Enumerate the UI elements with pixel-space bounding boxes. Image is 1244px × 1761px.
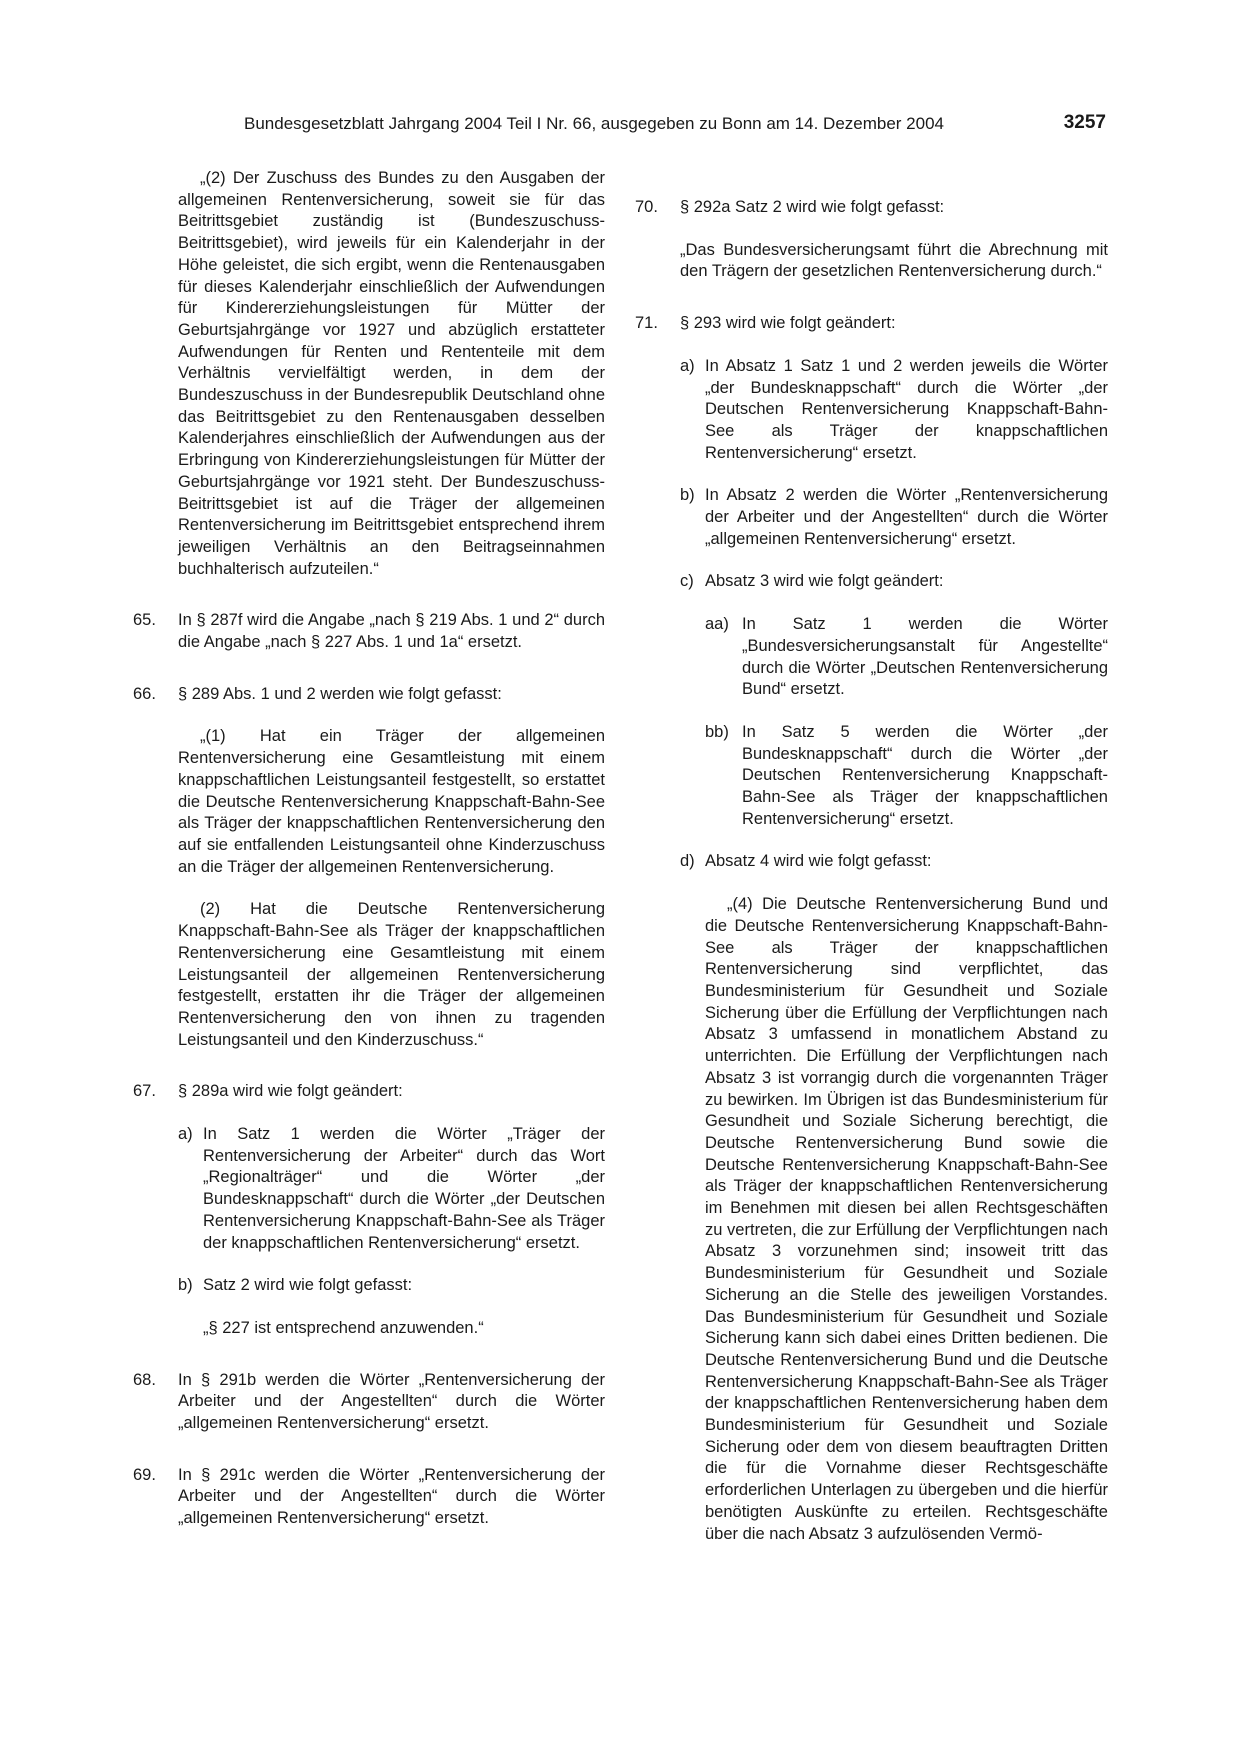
item-68: [133, 1370, 605, 1435]
item-quote: „Das Bundesversicherungsamt führt die Abrechnung mit den Trägern der gesetzlichen Rentenversicherung durch.“: [680, 240, 1108, 281]
subsubitem-label: bb): [705, 722, 729, 741]
subitem-a: [178, 1124, 605, 1254]
item-70: [635, 197, 1108, 283]
subitem-a: [680, 356, 1108, 465]
item-number: 66.: [133, 684, 156, 703]
subitem-label: a): [680, 356, 695, 375]
subitem-label: a): [178, 1125, 193, 1144]
subsubitem-aa: [705, 614, 1108, 701]
subitem-label: c): [680, 572, 694, 591]
left-column: [133, 168, 605, 1530]
item-text: In § 291b werden die Wörter „Rentenversicherung der Arbeiter und der Angestellten“ durch die Wörter „allgemeinen Rentenversicherung“ ersetzt.: [178, 1370, 605, 1433]
subitem-quote: „(4) Die Deutsche Rentenversicherung Bund und die Deutsche Rentenversicherung Knappschaft-Bahn-See als Träger der knappschaftlichen Rentenversicherung sind verpflichtet, das Bundesministerium für Gesundheit und Soziale Sicherung über die Erfüllung der Verpflichtungen nach Absatz 3 umfassend in monatlichem Abstand zu unterrichten. Die Erfüllung der Verpflichtungen nach Absatz 3 ist vorrangig durch die vorgenannten Träger zu bewirken. Im Übrigen ist das Bundesministerium für Gesundheit und Soziale Sicherung berechtigt, die Deutsche Rentenversicherung Bund sowie die Deutsche Rentenversicherung Knappschaft-Bahn-See als Träger der knappschaftlichen Rentenversicherung im Benehmen mit diesen bei allen Rechtsgeschäften zu vertreten, die zur Erfüllung der Verpflichtungen nach Absatz 3 vorzunehmen sind; insoweit tritt das Bundesministerium für Gesundheit und Soziale Sicherung an die Stelle des jeweiligen Vorstandes. Das Bundesministerium für Gesundheit und Soziale Sicherung kann sich dabei eines Dritten bedienen. Die Deutsche Rentenversicherung Bund und die Deutsche Rentenversicherung Knappschaft-Bahn-See als Träger der knappschaftlichen Rentenversicherung haben dem Bundesministerium für Gesundheit und Soziale Sicherung oder dem von diesem beauftragten Dritten die für die Vornahme dieser Rechtsgeschäfte erforderlichen Unterlagen zu übergeben und die hierfür benötigten Auskünfte zu erteilen. Rechtsgeschäfte über die nach Absatz 3 aufzulösenden Vermö-: [705, 895, 1108, 1543]
item-number: 68.: [133, 1370, 156, 1389]
item-65: [133, 610, 605, 653]
item-text: In § 287f wird die Angabe „nach § 219 Abs. 1 und 2“ durch die Angabe „nach § 227 Abs. 1 und 1a“ ersetzt.: [178, 611, 605, 652]
subitem-label: b): [178, 1276, 193, 1295]
running-header: Bundesgesetzblatt Jahrgang 2004 Teil I Nr. 66, ausgegeben zu Bonn am 14. Dezember 2004: [244, 114, 944, 133]
page-header: [244, 112, 1106, 138]
item-number: 69.: [133, 1465, 156, 1484]
item-69: [133, 1465, 605, 1530]
subsubitem-label: aa): [705, 615, 729, 634]
subitem-label: d): [680, 852, 695, 871]
subitem-text: In Satz 1 werden die Wörter „Träger der Rentenversicherung der Arbeiter“ durch das Wort „Regionalträger“ und die Wörter „der Bundesknappschaft“ durch die Wörter „der Deutschen Rentenversicherung Knappschaft-Bahn-See als Träger der knappschaftlichen Rentenversicherung“ ersetzt.: [203, 1125, 605, 1252]
item-66: [133, 684, 605, 1052]
page-number: 3257: [1063, 112, 1106, 133]
item-text: In § 291c werden die Wörter „Rentenversicherung der Arbeiter und der Angestellten“ durch die Wörter „allgemeinen Rentenversicherung“ ersetzt.: [178, 1465, 605, 1528]
item-67: [133, 1081, 605, 1339]
subitem-b: [178, 1275, 605, 1339]
subitem-text: Absatz 4 wird wie folgt gefasst:: [705, 852, 932, 871]
item-number: 67.: [133, 1082, 156, 1101]
item-text: § 293 wird wie folgt geändert:: [680, 314, 896, 333]
subitem-label: b): [680, 486, 695, 505]
right-column: [635, 168, 1108, 1545]
item-number: 71.: [635, 314, 658, 333]
item-text: § 292a Satz 2 wird wie folgt gefasst:: [680, 198, 945, 216]
subsubitem-bb: [705, 722, 1108, 831]
subitem-b: [680, 485, 1108, 550]
subsubitem-text: In Satz 1 werden die Wörter „Bundesversicherungsanstalt für Angestellte“ durch die Wörter „Deutschen Rentenversicherung Bund“ ersetzt.: [742, 615, 1108, 699]
quote-paragraph-2: (2) Hat die Deutsche Rentenversicherung Knappschaft-Bahn-See als Träger der knappschaftlichen Rentenversicherung eine Gesamtleistung mit einem Leistungsanteil der allgemeinen Rentenversicherung festgestellt, erstatten ihr die Träger der allgemeinen Rentenversicherung den von ihnen zu tragenden Leistungsanteil und den Kinderzuschuss.“: [178, 900, 605, 1049]
quote-paragraph-1: „(1) Hat ein Träger der allgemeinen Rentenversicherung eine Gesamtleistung mit einem knappschaftlichen Leistungsanteil festgestellt, so erstattet die Deutsche Rentenversicherung Knappschaft-Bahn-See als Träger der knappschaftlichen Rentenversicherung den auf sie entfallenden Leistungsanteil ohne Kinderzuschuss an die Träger der allgemeinen Rentenversicherung.: [178, 727, 605, 876]
item-text: § 289a wird wie folgt geändert:: [178, 1082, 403, 1101]
subitem-text: In Absatz 2 werden die Wörter „Rentenversicherung der Arbeiter und der Angestellten“ durch die Wörter „allgemeinen Rentenversicherung“ ersetzt.: [705, 486, 1108, 548]
item-text: § 289 Abs. 1 und 2 werden wie folgt gefasst:: [178, 684, 502, 703]
subsubitem-text: In Satz 5 werden die Wörter „der Bundesknappschaft“ durch die Wörter „der Deutschen Rentenversicherung Knappschaft-Bahn-See als Träger der knappschaftlichen Rentenversicherung“ ersetzt.: [742, 722, 1108, 828]
subitem-d: [680, 851, 1108, 1545]
subitem-text: Satz 2 wird wie folgt gefasst:: [203, 1276, 413, 1295]
subitem-text: In Absatz 1 Satz 1 und 2 werden jeweils die Wörter „der Bundesknappschaft“ durch die Wörter „der Deutschen Rentenversicherung Knappschaft-Bahn-See als Träger der knappschaftlichen Rentenversicherung“ ersetzt.: [705, 356, 1108, 462]
subitem-c: [680, 571, 1108, 830]
subitem-text: Absatz 3 wird wie folgt geändert:: [705, 572, 944, 591]
subitem-quote: „§ 227 ist entsprechend anzuwenden.“: [203, 1318, 484, 1337]
continued-quote-paragraph: „(2) Der Zuschuss des Bundes zu den Ausgaben der allgemeinen Rentenversicherung, soweit sie für das Beitrittsgebiet zuständig ist (Bundeszuschuss-Beitrittsgebiet), wird jeweils für ein Kalenderjahr in der Höhe geleistet, die sich ergibt, wenn die Rentenausgaben für dieses Kalenderjahr einschließlich der Aufwendungen für Kindererziehungsleistungen für Mütter der Geburtsjahrgänge vor 1927 und abzüglich erstatteter Aufwendungen für Renten und Rententeile mit dem Verhältnis vervielfältigt werden, in dem der Bundeszuschuss in der Bundesrepublik Deutschland ohne das Beitrittsgebiet zu den Rentenausgaben desselben Kalenderjahres einschließlich der Aufwendungen aus der Erbringung von Kindererziehungsleistungen für Mütter der Geburtsjahrgänge vor 1921 steht. Der Bundeszuschuss-Beitrittsgebiet ist auf die Träger der allgemeinen Rentenversicherung im Beitrittsgebiet entsprechend ihrem jeweiligen Verhältnis an den Beitragseinnahmen buchhalterisch aufzuteilen.“: [178, 169, 605, 578]
item-number: 65.: [133, 611, 156, 630]
item-number: 70.: [635, 198, 658, 216]
item-71: [635, 313, 1108, 1545]
